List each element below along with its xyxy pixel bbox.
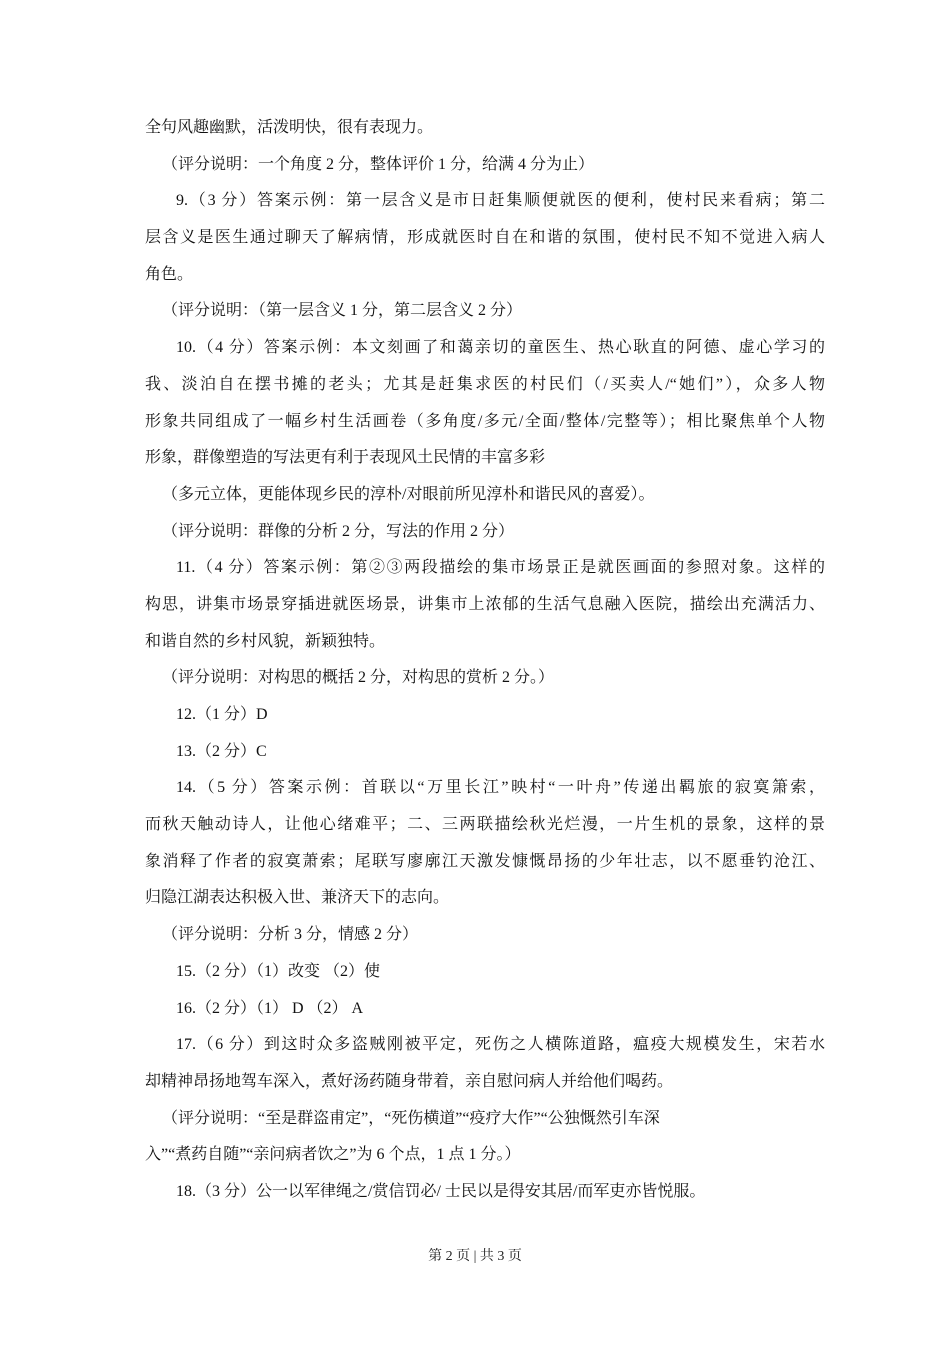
text-line: 象消释了作者的寂寞萧索；尾联写廖廓江天激发慷慨昂扬的少年壮志，以不愿垂钓沧江、 [145,852,825,870]
answer-item-line: 15.（2 分）（1）改变 （2）使 [176,962,381,980]
answer-item-line: 13.（2 分）C [176,742,267,760]
scoring-note-line: （评分说明：群像的分析 2 分，写法的作用 2 分） [162,522,515,540]
text-line: 而秋天触动诗人，让他心绪难平；二、三两联描绘秋光烂漫，一片生机的景象，这样的景 [145,816,825,834]
text-line: 形象共同组成了一幅乡村生活画卷（多角度/多元/全面/整体/完整等）；相比聚焦单个人物 [145,412,825,430]
scoring-note-line: （评分说明：一个角度 2 分，整体评价 1 分，给满 4 分为止） [162,155,595,173]
scoring-note-line: （评分说明：对构思的概括 2 分，对构思的赏析 2 分。） [162,669,555,687]
answer-item-line: 18.（3 分）公一以军律绳之/赏信罚必/ 士民以是得安其居/而军吏亦皆悦服。 [176,1182,706,1200]
scoring-note-line: （多元立体，更能体现乡民的淳朴/对眼前所见淳朴和谐民风的喜爱）。 [162,485,655,503]
answer-item-line: 17.（6 分）到这时众多盗贼刚被平定，死伤之人横陈道路，瘟疫大规模发生，宋若水 [176,1036,825,1054]
text-line: 归隐江湖表达积极入世、兼济天下的志向。 [145,889,450,907]
scoring-note-line: （评分说明：“至是群盗甫定”，“死伤横道”“疫疗大作”“公独慨然引车深 [162,1109,660,1127]
answer-item-line: 16.（2 分）（1） D （2） A [176,999,364,1017]
scoring-note-line: （评分说明：分析 3 分，情感 2 分） [162,926,419,944]
text-line: 却精神昂扬地驾车深入，煮好汤药随身带着，亲自慰问病人并给他们喝药。 [145,1072,674,1090]
answer-item-line: 14.（5 分）答案示例：首联以“万里长江”映村“一叶舟”传递出羁旅的寂寞箫索， [176,779,825,797]
text-line: 全句风趣幽默，活泼明快，很有表现力。 [145,119,434,136]
text-line: 我、淡泊自在摆书摊的老头；尤其是赶集求医的村民们（/买卖人/“她们”），众多人物 [145,375,825,393]
answer-item-line: 11.（4 分）答案示例：第②③两段描绘的集市场景正是就医画面的参照对象。这样的 [176,559,825,577]
answer-item-line: 9.（3 分）答案示例：第一层含义是市日赶集顺便就医的便利，使村民来看病；第二 [176,192,825,210]
answer-item-line: 12.（1 分）D [176,706,268,723]
text-line: 形象，群像塑造的写法更有利于表现风土民情的丰富多彩 [145,449,546,467]
text-line: 和谐自然的乡村风貌，新颖独特。 [145,632,386,650]
text-line: 角色。 [145,265,194,283]
answer-document-body [145,110,825,1211]
scoring-note-line: （评分说明：（第一层含义 1 分，第二层含义 2 分） [162,302,523,320]
answer-item-line: 10.（4 分）答案示例：本文刻画了和蔼亲切的童医生、热心耿直的阿德、虚心学习的 [176,339,825,357]
text-line: 层含义是医生通过聊天了解病情，形成就医时自在和谐的氛围，使村民不知不觉进入病人 [145,229,825,247]
text-line: 构思，讲集市场景穿插进就医场景，讲集市上浓郁的生活气息融入医院，描绘出充满活力、 [145,595,825,613]
page-footer: 第 2 页 | 共 3 页 [428,1249,522,1264]
text-line: 入”“煮药自随”“亲问病者饮之”为 6 个点，1 点 1 分。） [145,1146,521,1164]
